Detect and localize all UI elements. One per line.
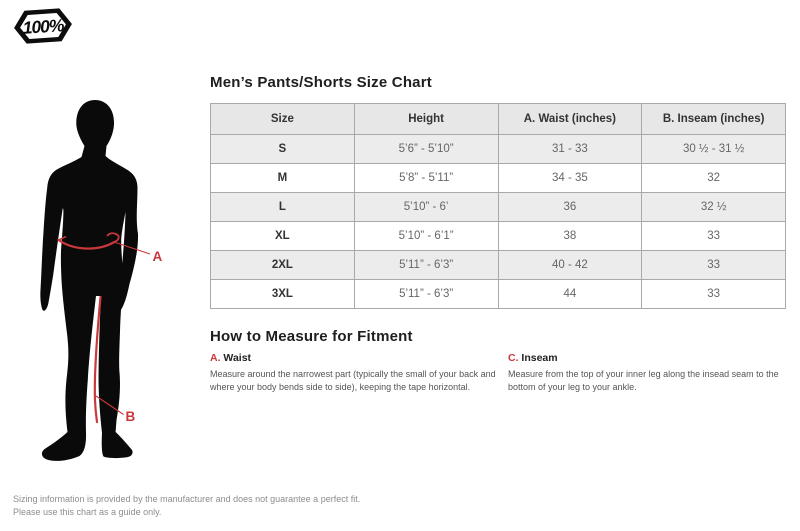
body-silhouette bbox=[40, 100, 138, 461]
size-chart-table bbox=[210, 103, 786, 309]
table-cell: 44 bbox=[498, 280, 642, 309]
measure-item-waist-prefix: A. bbox=[210, 352, 221, 364]
inseam-label-b: B bbox=[125, 409, 136, 424]
table-cell: 5’11” - 6’3” bbox=[354, 280, 498, 309]
column-header-height: Height bbox=[354, 104, 498, 135]
footer-line-2: Please use this chart as a guide only. bbox=[13, 507, 162, 518]
table-cell: 32 bbox=[642, 164, 786, 193]
table-row-m bbox=[211, 164, 786, 193]
table-cell: 5’11” - 6’3” bbox=[354, 251, 498, 280]
table-cell: 34 - 35 bbox=[498, 164, 642, 193]
table-cell: 33 bbox=[642, 222, 786, 251]
measure-item-inseam-name: Inseam bbox=[521, 352, 558, 364]
measure-item-waist-description: Measure around the narrowest part (typically the small of your back and where your body bends side to side), keeping the tape horizontal. bbox=[210, 369, 496, 392]
table-row-2xl bbox=[211, 251, 786, 280]
footer-disclaimer bbox=[13, 493, 360, 519]
male-silhouette-figure bbox=[15, 80, 195, 480]
footer-line-1: Sizing information is provided by the manufacturer and does not guarantee a perfect fit. bbox=[13, 494, 361, 504]
table-cell: 5’10” - 6’1” bbox=[354, 222, 498, 251]
table-row-l bbox=[211, 193, 786, 222]
table-cell: 3XL bbox=[211, 280, 355, 309]
table-cell: 40 - 42 bbox=[498, 251, 642, 280]
measure-item-inseam-prefix: C. bbox=[508, 352, 519, 364]
column-header-size: Size bbox=[211, 104, 355, 135]
table-row-s bbox=[211, 135, 786, 164]
column-header-waist: A. Waist (inches) bbox=[498, 104, 642, 135]
table-cell: 38 bbox=[498, 222, 642, 251]
measure-item-inseam-label bbox=[508, 352, 800, 364]
header-row bbox=[211, 104, 786, 135]
table-row-3xl bbox=[211, 280, 786, 309]
table-cell: 5’10” - 6’ bbox=[354, 193, 498, 222]
table-cell: 33 bbox=[642, 251, 786, 280]
measure-heading: How to Measure for Fitment bbox=[210, 328, 413, 345]
table-cell: 30 ½ - 31 ½ bbox=[642, 135, 786, 164]
size-chart-title: Men’s Pants/Shorts Size Chart bbox=[210, 74, 432, 91]
table-cell: 33 bbox=[642, 280, 786, 309]
measure-item-inseam bbox=[508, 352, 800, 393]
column-header-inseam: B. Inseam (inches) bbox=[642, 104, 786, 135]
table-cell: S bbox=[211, 135, 355, 164]
table-cell: 5’8” - 5’11” bbox=[354, 164, 498, 193]
measure-item-inseam-description: Measure from the top of your inner leg along the insead seam to the bottom of your leg to your ankle. bbox=[508, 369, 779, 392]
table-cell: L bbox=[211, 193, 355, 222]
logo-text: 100% bbox=[22, 15, 65, 38]
table-cell: 32 ½ bbox=[642, 193, 786, 222]
measure-item-waist-name: Waist bbox=[223, 352, 252, 364]
table-cell: M bbox=[211, 164, 355, 193]
measure-item-waist bbox=[210, 352, 502, 393]
table-cell: 36 bbox=[498, 193, 642, 222]
brand-logo-100percent bbox=[12, 6, 74, 46]
table-cell: 31 - 33 bbox=[498, 135, 642, 164]
table-cell: 5’6” - 5’10” bbox=[354, 135, 498, 164]
table-cell: XL bbox=[211, 222, 355, 251]
table-row-xl bbox=[211, 222, 786, 251]
table-cell: 2XL bbox=[211, 251, 355, 280]
measure-item-waist-label bbox=[210, 352, 502, 364]
waist-label-a: A bbox=[152, 249, 163, 264]
